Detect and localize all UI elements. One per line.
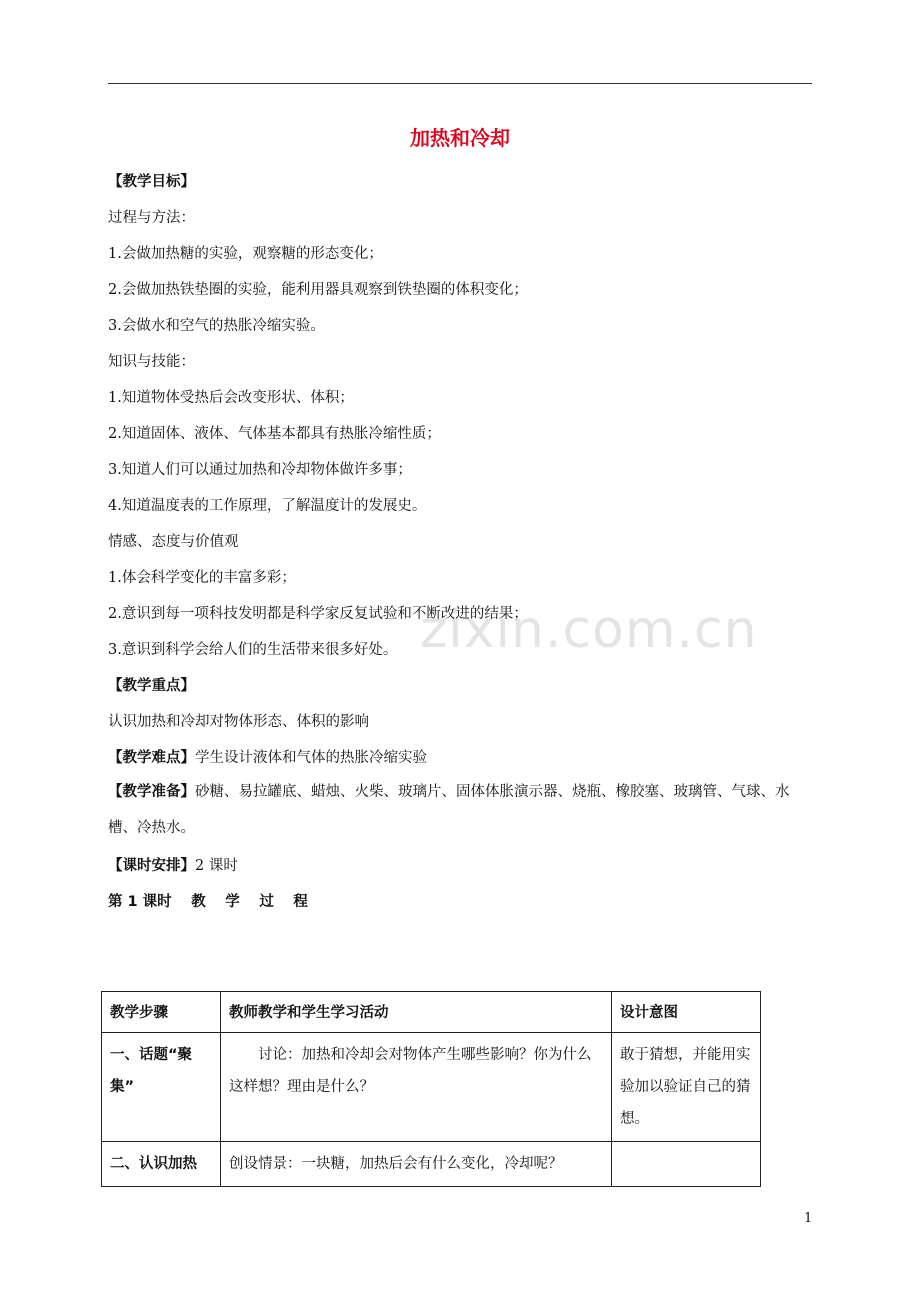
table-activity-cell: 创设情景：一块糖，加热后会有什么变化，冷却呢？ <box>221 1142 612 1187</box>
schedule-heading: 【课时安排】 <box>108 858 195 874</box>
table-header-cell: 教师教学和学生学习活动 <box>221 992 612 1033</box>
emotion-heading: 情感、态度与价值观 <box>108 534 239 550</box>
difficulty-line <box>108 746 818 767</box>
page-number: 1 <box>804 1211 813 1226</box>
table-intent-cell <box>612 1142 761 1187</box>
knowledge-heading: 知识与技能： <box>108 354 195 370</box>
emotion-item: 1.体会科学变化的丰富多彩； <box>108 570 296 586</box>
prep-text: 砂糖、易拉罐底、蜡烛、火柴、玻璃片、固体体胀演示器、烧瓶、橡胶塞、玻璃管、气球、水槽、冷热水。 <box>108 784 790 836</box>
key-text: 认识加热和冷却对物体形态、体积的影响 <box>108 714 369 730</box>
teaching-process-table <box>101 991 761 1187</box>
table-intent-cell: 敢于猜想，并能用实验加以验证自己的猜想。 <box>612 1033 761 1142</box>
table-header-cell: 教学步骤 <box>102 992 221 1033</box>
knowledge-item: 2.知道固体、液体、气体基本都具有热胀冷缩性质； <box>108 426 441 442</box>
schedule-text: 2 课时 <box>195 858 238 874</box>
difficulty-text: 学生设计液体和气体的热胀冷缩实验 <box>195 750 427 766</box>
table-step-cell: 一、话题“聚集” <box>102 1033 221 1142</box>
watermark: zixin.com.cn <box>420 600 758 660</box>
knowledge-item: 1.知道物体受热后会改变形状、体积； <box>108 390 354 406</box>
knowledge-item: 4.知道温度表的工作原理，了解温度计的发展史。 <box>108 498 427 514</box>
knowledge-item: 3.知道人们可以通过加热和冷却物体做许多事； <box>108 462 412 478</box>
process-heading: 过程与方法： <box>108 210 195 226</box>
document-title: 加热和冷却 <box>410 126 510 150</box>
table-header-cell: 设计意图 <box>612 992 761 1033</box>
emotion-item: 3.意识到科学会给人们的生活带来很多好处。 <box>108 642 398 658</box>
process-item: 3.会做水和空气的热胀冷缩实验。 <box>108 318 325 334</box>
table-activity-cell: 讨论：加热和冷却会对物体产生哪些影响？你为什么这样想？理由是什么？ <box>221 1033 612 1142</box>
header-rule <box>108 83 812 84</box>
difficulty-heading: 【教学难点】 <box>108 750 195 766</box>
prep-heading: 【教学准备】 <box>108 784 195 800</box>
schedule-line <box>108 854 818 875</box>
table-header-row <box>102 992 761 1033</box>
emotion-item: 2.意识到每一项科技发明都是科学家反复试验和不断改进的结果； <box>108 606 528 622</box>
goals-heading: 【教学目标】 <box>108 174 195 190</box>
prep-line <box>108 774 818 846</box>
table-step-cell: 二、认识加热 <box>102 1142 221 1187</box>
process-item: 1.会做加热糖的实验，观察糖的形态变化； <box>108 246 383 262</box>
table-row <box>102 1033 761 1142</box>
table-row <box>102 1142 761 1187</box>
key-heading: 【教学重点】 <box>108 678 195 694</box>
lesson-heading: 第 1 课时 教 学 过 程 <box>108 894 308 910</box>
process-item: 2.会做加热铁垫圈的实验，能利用器具观察到铁垫圈的体积变化； <box>108 282 528 298</box>
